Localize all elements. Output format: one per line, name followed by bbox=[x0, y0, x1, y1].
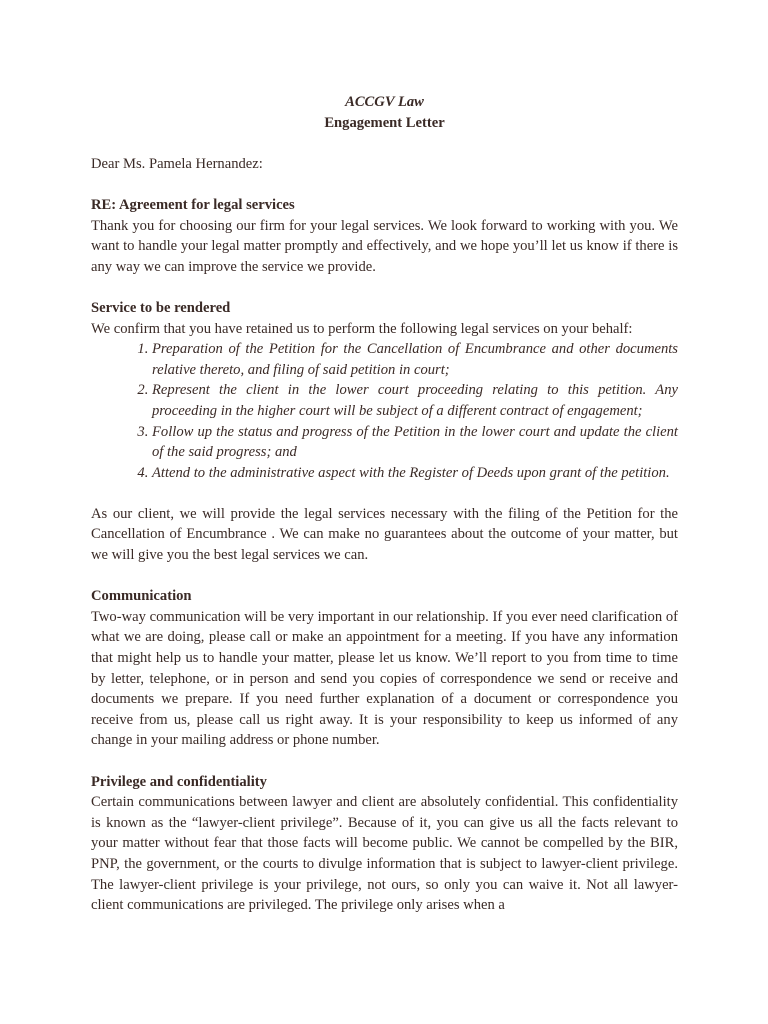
communication-paragraph: Two-way communication will be very important in our relationship. If you ever need clarification of what we are doing, please call or make an appointment for a meeting. If you have any information that might help us to handle your matter, please let us know. We’ll report to you from time to time by letter, telephone, or in person and send you copies of correspondence we send or receive and documents we prepare. If you need further explanation of a document or correspondence you receive from us, please call us right away. It is your responsibility to keep us informed of any change in your mailing address or phone number. bbox=[91, 608, 678, 749]
salutation: Dear Ms. Pamela Hernandez: bbox=[91, 155, 263, 172]
list-item: 4. Attend to the administrative aspect with the Register of Deeds upon grant of the petition. bbox=[152, 463, 678, 484]
services-closing: As our client, we will provide the legal services necessary with the filing of the Petition for the Cancellation of Encumbrance . We can make no guarantees about the outcome of your matter, but we will give you the best legal services we can. bbox=[91, 505, 678, 564]
re-heading: RE: Agreement for legal services bbox=[91, 196, 295, 213]
list-item: 1. Preparation of the Petition for the Cancellation of Encumbrance and other documents relative thereto, and filing of said petition in court; bbox=[152, 339, 678, 380]
document-title: Engagement Letter bbox=[324, 114, 445, 131]
privilege-paragraph: Certain communications between lawyer and client are absolutely confidential. This confidentiality is known as the “lawyer-client privilege”. Because of it, you can give us all the facts relevant to your matter without fear that those facts will become public. We cannot be compelled by the BIR, PNP, the government, or the courts to divulge information that is subject to lawyer-client privilege. The lawyer-client privilege is your privilege, not ours, so only you can waive it. Not all lawyer-client communications are privileged. The privilege only arises when a bbox=[91, 794, 678, 914]
list-item: 3. Follow up the status and progress of the Petition in the lower court and update the client of the said progress; and bbox=[152, 422, 678, 463]
intro-paragraph: Thank you for choosing our firm for your legal services. We look forward to working with you. We want to handle your legal matter promptly and effectively, and we hope you’ll let us know if there is any way we can improve the service we provide. bbox=[91, 217, 678, 275]
privilege-heading: Privilege and confidentiality bbox=[91, 773, 267, 790]
communication-heading: Communication bbox=[91, 588, 192, 605]
firm-name: ACCGV Law bbox=[345, 94, 424, 110]
services-heading: Service to be rendered bbox=[91, 299, 231, 316]
services-lead: We confirm that you have retained us to perform the following legal services on your behalf: bbox=[91, 320, 633, 337]
services-list bbox=[91, 339, 678, 483]
list-item: 2. Represent the client in the lower court proceeding relating to this petition. Any proceeding in the higher court will be subject of a different contract of engagement; bbox=[152, 380, 678, 421]
